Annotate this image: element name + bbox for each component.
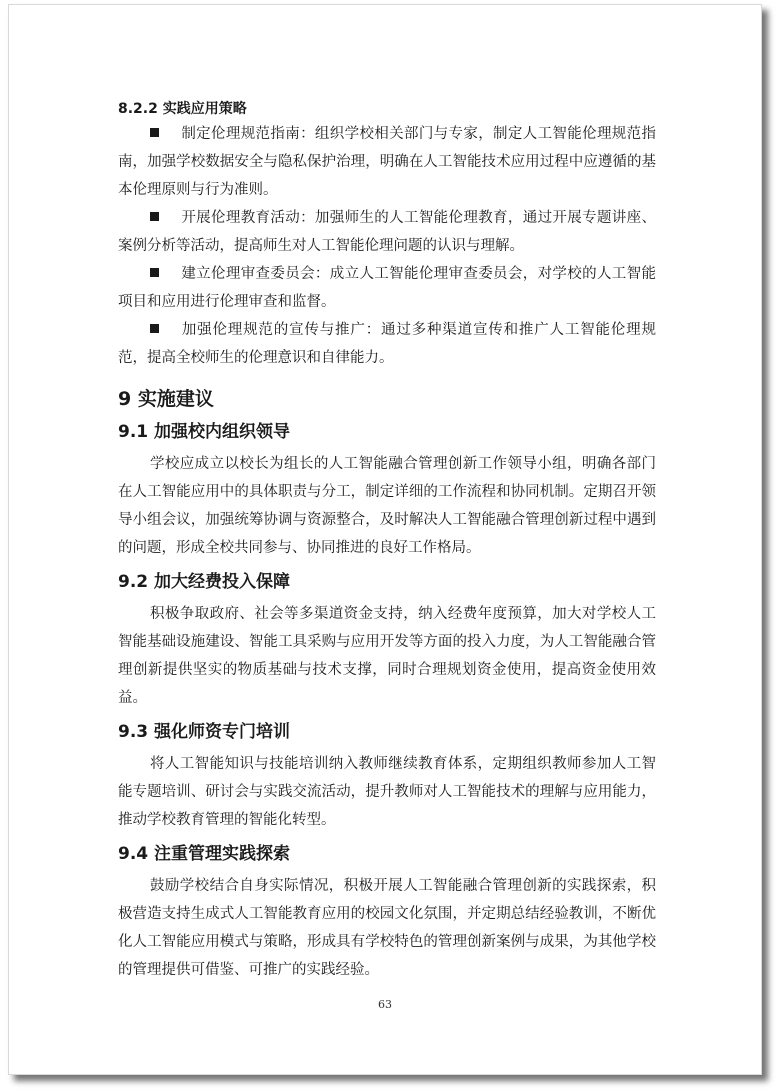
bullet-item: [118, 316, 656, 372]
bullet-text: 建立伦理审查委员会：成立人工智能伦理审查委员会，对学校的人工智能项目和应用进行伦理审查和监督。: [118, 266, 656, 310]
section-heading-9-1: 9.1 加强校内组织领导: [118, 422, 291, 442]
square-bullet-icon: [150, 268, 159, 277]
square-bullet-icon: [150, 128, 159, 137]
section-paragraph-9-2: 积极争取政府、社会等多渠道资金支持，纳入经费年度预算，加大对学校人工智能基础设施建设、智能工具采购与应用开发等方面的投入力度，为人工智能融合管理创新提供坚实的物质基础与技术支撑，同时合理规划资金使用，提高资金使用效益。: [118, 606, 656, 706]
bullet-text: 开展伦理教育活动：加强师生的人工智能伦理教育，通过开展专题讲座、案例分析等活动，提高师生对人工智能伦理问题的认识与理解。: [118, 210, 656, 254]
bullet-text: 制定伦理规范指南：组织学校相关部门与专家，制定人工智能伦理规范指南，加强学校数据安全与隐私保护治理，明确在人工智能技术应用过程中应遵循的基本伦理原则与行为准则。: [118, 126, 656, 198]
bullet-text: 加强伦理规范的宣传与推广：通过多种渠道宣传和推广人工智能伦理规范，提高全校师生的伦理意识和自律能力。: [118, 322, 656, 366]
section-heading-8-2-2: 8.2.2 实践应用策略: [118, 101, 247, 117]
section-heading-9-2: 9.2 加大经费投入保障: [118, 572, 291, 592]
bullet-item: [118, 260, 656, 316]
square-bullet-icon: [150, 212, 159, 221]
section-heading-9-4: 9.4 注重管理实践探索: [118, 844, 291, 864]
section-paragraph-9-4: 鼓励学校结合自身实际情况，积极开展人工智能融合管理创新的实践探索，积极营造支持生成式人工智能教育应用的校园文化氛围，并定期总结经验教训，不断优化人工智能应用模式与策略，形成具有学校特色的管理创新案例与成果，为其他学校的管理提供可借鉴、可推广的实践经验。: [118, 878, 656, 978]
bullet-item: [118, 120, 656, 204]
page-number: 63: [378, 998, 392, 1011]
section-paragraph-9-1: 学校应成立以校长为组长的人工智能融合管理创新工作领导小组，明确各部门在人工智能应用中的具体职责与分工，制定详细的工作流程和协同机制。定期召开领导小组会议，加强统筹协调与资源整合，及时解决人工智能融合管理创新过程中遇到的问题，形成全校共同参与、协同推进的良好工作格局。: [118, 456, 656, 556]
bullet-item: [118, 204, 656, 260]
section-paragraph-9-3: 将人工智能知识与技能培训纳入教师继续教育体系，定期组织教师参加人工智能专题培训、研讨会与实践交流活动，提升教师对人工智能技术的理解与应用能力，推动学校教育管理的智能化转型。: [118, 756, 656, 828]
document-page: [8, 4, 762, 1075]
section-heading-9-3: 9.3 强化师资专门培训: [118, 722, 291, 742]
chapter-heading-9: 9 实施建议: [118, 388, 214, 410]
square-bullet-icon: [150, 324, 159, 333]
page-content: [118, 99, 656, 984]
